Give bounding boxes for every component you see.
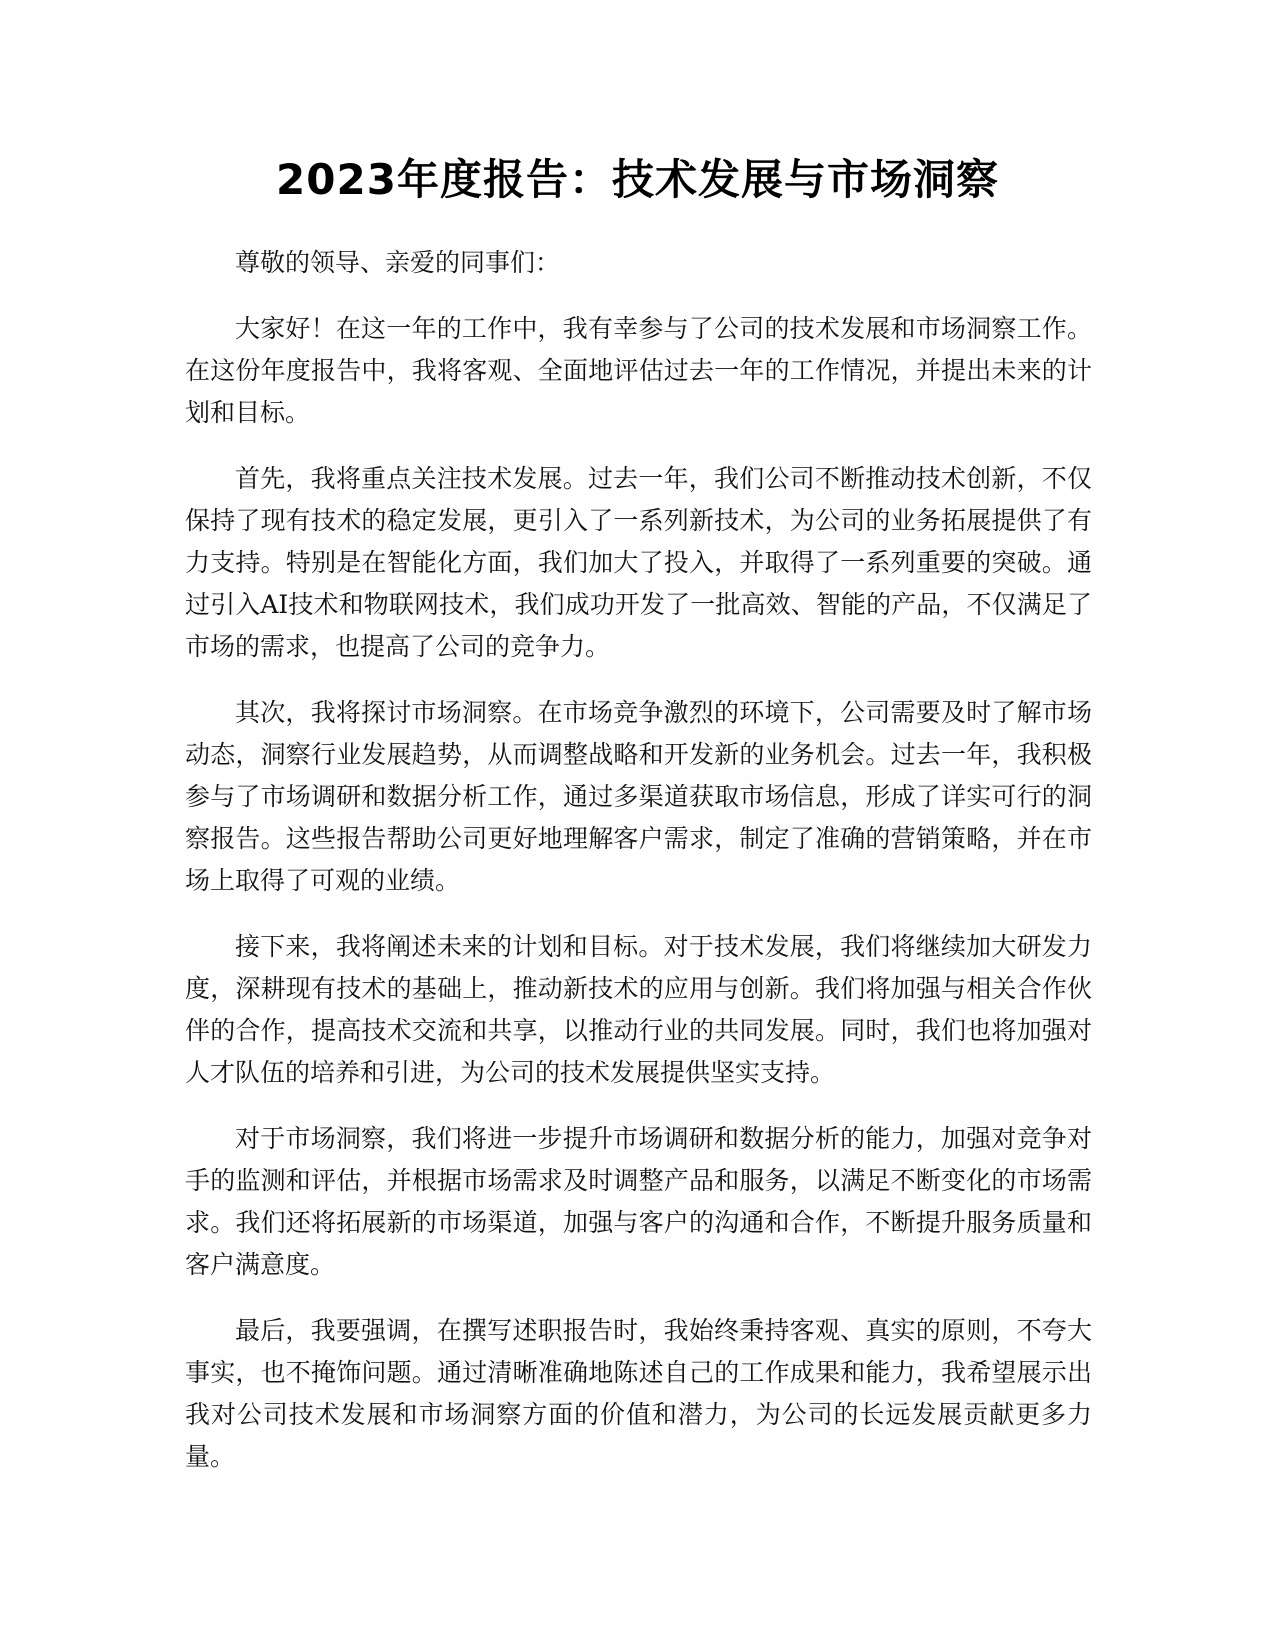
salutation-paragraph: 尊敬的领导、亲爱的同事们： — [235, 248, 561, 277]
technology-paragraph: 首先，我将重点关注技术发展。过去一年，我们公司不断推动技术创新，不仅保持了现有技术的稳定发展，更引入了一系列新技术，为公司的业务拓展提供了有力支持。特别是在智能化方面，我们加大了投入，并取得了一系列重要的突破。通过引入AI技术和物联网技术，我们成功开发了一批高效、智能的产品，不仅满足了市场的需求，也提高了公司的竞争力。 — [185, 464, 1092, 661]
document-title: 2023年度报告：技术发展与市场洞察 — [276, 155, 999, 204]
intro-paragraph: 大家好！在这一年的工作中，我有幸参与了公司的技术发展和市场洞察工作。在这份年度报告中，我将客观、全面地评估过去一年的工作情况，并提出未来的计划和目标。 — [185, 314, 1092, 427]
conclusion-paragraph: 最后，我要强调，在撰写述职报告时，我始终秉持客观、真实的原则，不夸大事实，也不掩饰问题。通过清晰准确地陈述自己的工作成果和能力，我希望展示出我对公司技术发展和市场洞察方面的价值和潜力，为公司的长远发展贡献更多力量。 — [185, 1316, 1092, 1471]
market-insight-paragraph: 其次，我将探讨市场洞察。在市场竞争激烈的环境下，公司需要及时了解市场动态，洞察行业发展趋势，从而调整战略和开发新的业务机会。过去一年，我积极参与了市场调研和数据分析工作，通过多渠道获取市场信息，形成了详实可行的洞察报告。这些报告帮助公司更好地理解客户需求，制定了准确的营销策略，并在市场上取得了可观的业绩。 — [185, 698, 1092, 895]
future-plan-paragraph: 接下来，我将阐述未来的计划和目标。对于技术发展，我们将继续加大研发力度，深耕现有技术的基础上，推动新技术的应用与创新。我们将加强与相关合作伙伴的合作，提高技术交流和共享，以推动行业的共同发展。同时，我们也将加强对人才队伍的培养和引进，为公司的技术发展提供坚实支持。 — [185, 932, 1092, 1087]
market-plan-paragraph: 对于市场洞察，我们将进一步提升市场调研和数据分析的能力，加强对竞争对手的监测和评估，并根据市场需求及时调整产品和服务，以满足不断变化的市场需求。我们还将拓展新的市场渠道，加强与客户的沟通和合作，不断提升服务质量和客户满意度。 — [185, 1124, 1092, 1279]
document-body — [185, 242, 1092, 1502]
